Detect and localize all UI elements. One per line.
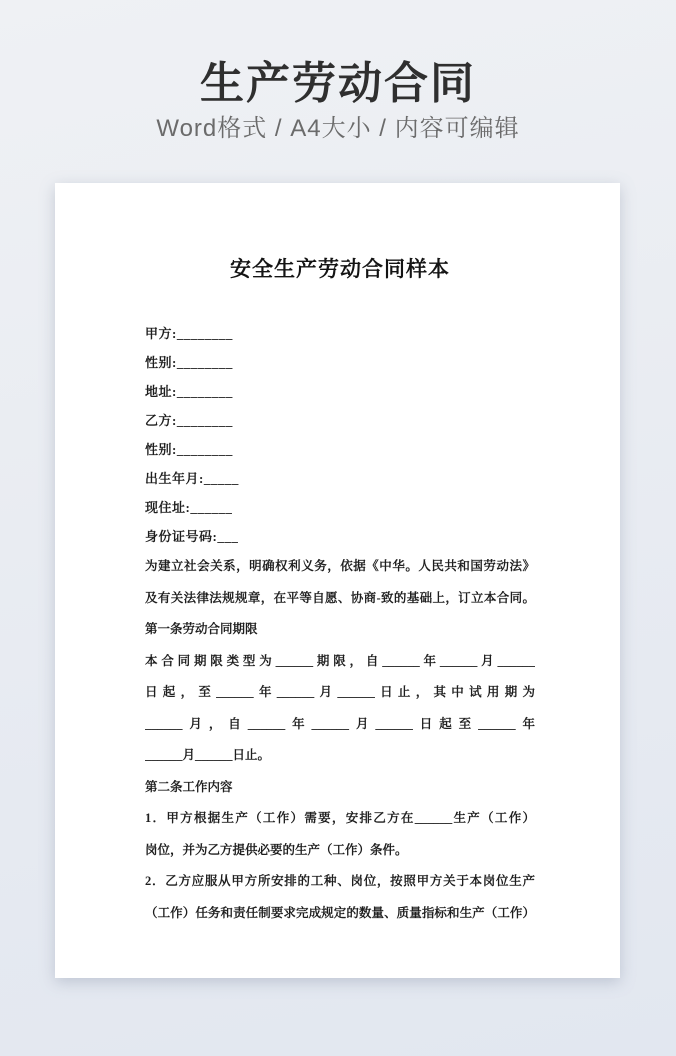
banner	[0, 0, 676, 142]
field-party-a: 甲方:________	[145, 326, 233, 341]
field-address: 地址:________	[145, 384, 233, 399]
contract-line: （工作）任务和责任制要求完成规定的数量、质量指标和生产（工作）	[145, 905, 535, 920]
document-title: 安全生产劳动合同样本	[230, 257, 450, 281]
field-birth-date: 出生年月:_____	[145, 471, 239, 486]
contract-line: 岗位，并为乙方提供必要的生产（工作）条件。	[145, 842, 408, 857]
contract-line: 及有关法律法规规章，在平等自愿、协商-致的基础上，订立本合同。	[145, 590, 535, 605]
contract-line: 本合同期限类型为______期限，自______年______月______	[145, 653, 535, 668]
document-content	[55, 183, 620, 929]
contract-line: 日起，至______年______月______日止，其中试用期为	[145, 685, 535, 699]
contract-line: ______月______日止。	[145, 748, 271, 762]
contract-line: 为建立社会关系，明确权利义务，依据《中华。人民共和国劳动法》	[145, 559, 535, 573]
contract-body	[145, 551, 535, 929]
banner-title: 生产劳动合同	[200, 59, 476, 108]
field-party-b: 乙方:________	[145, 413, 233, 428]
contract-line: 1．甲方根据生产（工作）需要，安排乙方在______生产（工作）	[145, 811, 535, 825]
field-current-address: 现住址:______	[145, 500, 233, 515]
banner-subtitle: Word格式 / A4大小 / 内容可编辑	[156, 115, 520, 142]
field-gender-1: 性别:________	[145, 355, 233, 370]
contract-line: 2．乙方应服从甲方所安排的工种、岗位，按照甲方关于本岗位生产	[145, 874, 535, 888]
field-gender-2: 性别:________	[145, 442, 233, 457]
document-page	[55, 183, 620, 978]
section-heading-work: 第二条工作内容	[145, 779, 233, 794]
contract-line: ______月，自______年______月______日起至______年	[145, 716, 535, 731]
form-fields	[145, 319, 535, 551]
section-heading-term: 第一条劳动合同期限	[145, 622, 258, 636]
field-id-number: 身份证号码:___	[145, 529, 239, 544]
